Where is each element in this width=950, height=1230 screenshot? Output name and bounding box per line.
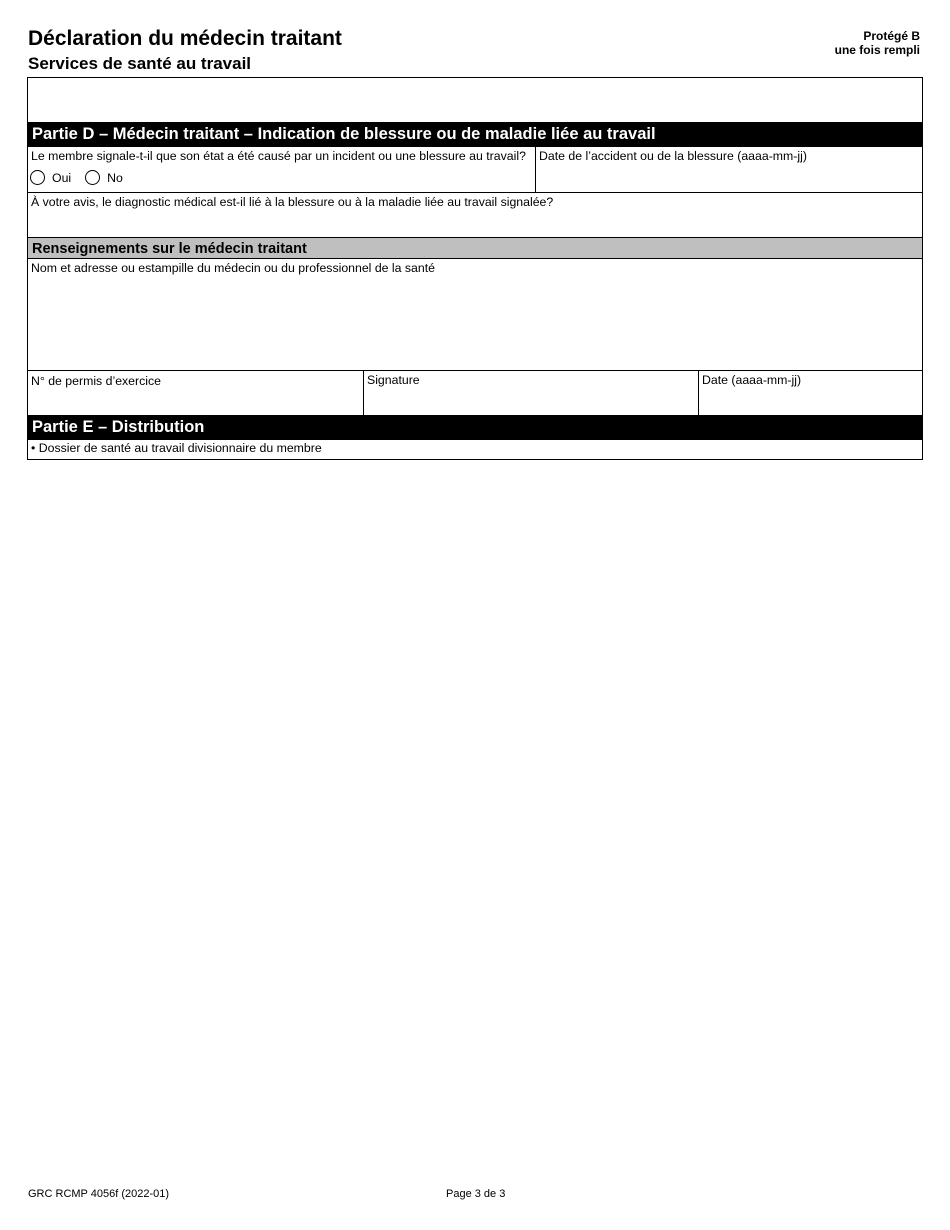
bullet: •: [31, 441, 36, 455]
incident-question-cell: [28, 147, 535, 192]
form-title: Déclaration du médecin traitant: [28, 27, 342, 50]
radio-yes[interactable]: [30, 170, 45, 185]
license-label: N° de permis d’exercice: [31, 374, 161, 388]
radio-no[interactable]: [85, 170, 100, 185]
top-empty-field[interactable]: [28, 78, 922, 122]
name-address-field[interactable]: [28, 259, 922, 370]
date-field[interactable]: [698, 371, 922, 415]
distribution-item: [28, 440, 922, 459]
radio-yes-label: Oui: [52, 170, 72, 185]
incident-question: Le membre signale-t-il que son état a été causé par un incident ou une blessure au travail?: [31, 149, 526, 163]
protected-line-2: une fois rempli: [834, 43, 920, 57]
name-address-row: [28, 259, 922, 370]
incident-radio-group: [30, 170, 532, 185]
distribution-item-text: Dossier de santé au travail divisionnaire du membre: [38, 441, 322, 455]
license-signature-row: [28, 370, 922, 415]
date-accident-label: Date de l’accident ou de la blessure (aaaa-mm-jj): [539, 149, 807, 163]
footer-page-number: Page 3 de 3: [446, 1188, 506, 1200]
part-d-heading: Partie D – Médecin traitant – Indication de blessure ou de maladie liée au travail: [28, 122, 922, 147]
date-accident-field[interactable]: [535, 147, 922, 192]
footer-form-id: GRC RCMP 4056f (2022-01): [28, 1188, 170, 1200]
incident-row: [28, 147, 922, 192]
signature-field[interactable]: [363, 371, 698, 415]
protected-label: [835, 29, 920, 57]
distribution-row: [28, 440, 922, 459]
physician-heading: Renseignements sur le médecin traitant: [28, 237, 922, 259]
diagnostic-row: [28, 192, 922, 237]
form-table: [27, 77, 923, 460]
radio-no-label: No: [107, 170, 123, 185]
diagnostic-question: À votre avis, le diagnostic médical est-il lié à la blessure ou à la maladie liée au travail signalée?: [31, 195, 554, 209]
date-label: Date (aaaa-mm-jj): [702, 373, 802, 387]
signature-label: Signature: [367, 373, 420, 387]
name-address-label: Nom et adresse ou estampille du médecin ou du professionnel de la santé: [31, 261, 435, 275]
diagnostic-field[interactable]: [28, 193, 922, 237]
form-subtitle: Services de santé au travail: [28, 54, 252, 73]
license-field[interactable]: [28, 371, 363, 415]
protected-line-1: Protégé B: [863, 29, 920, 43]
part-e-heading: Partie E – Distribution: [28, 415, 922, 440]
